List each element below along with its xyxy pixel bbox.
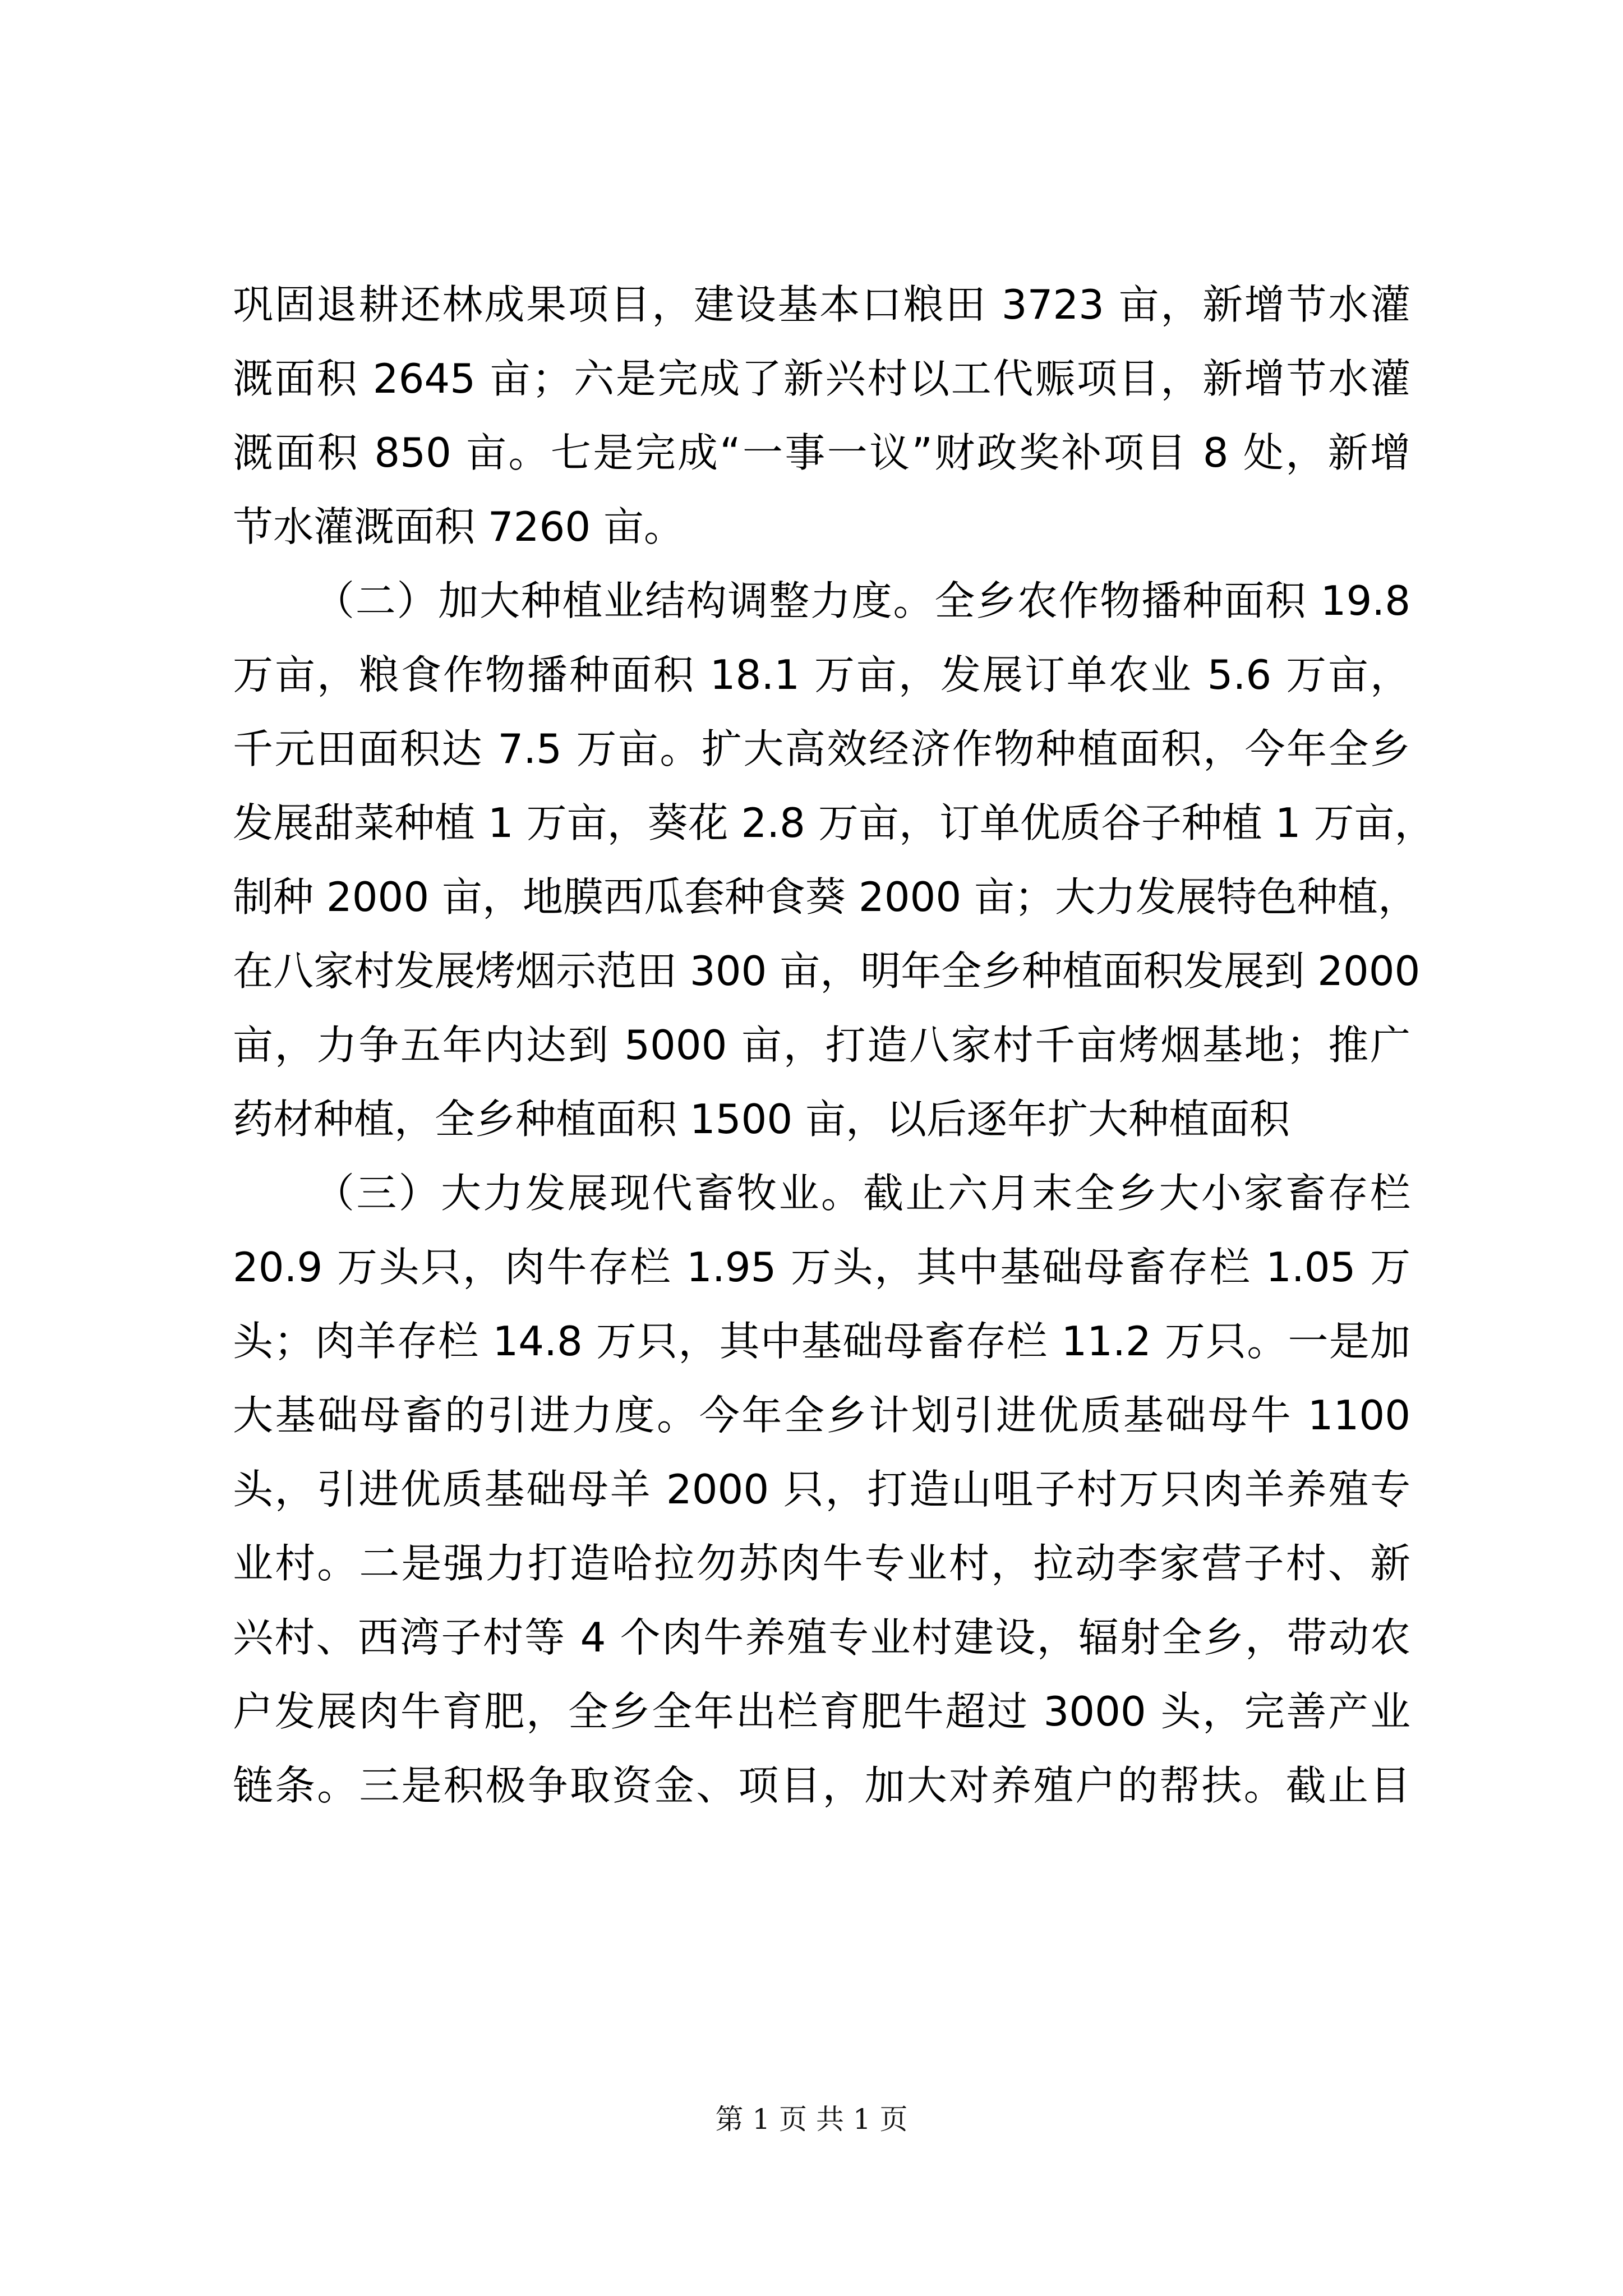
text-line: 药材种植，全乡种植面积 1500 亩，以后逐年扩大种植面积 — [233, 1096, 1290, 1143]
text-line: 头，引进优质基础母羊 2000 只，打造山咀子村万只肉羊养殖专 — [233, 1466, 1410, 1513]
paragraph-heading-line: （二）加大种植业结构调整力度。全乡农作物播种面积 19.8 — [314, 577, 1410, 624]
text-line: 20.9 万头只，肉牛存栏 1.95 万头，其中基础母畜存栏 1.05 万 — [233, 1244, 1410, 1291]
text-line: 溉面积 2645 亩；六是完成了新兴村以工代赈项目，新增节水灌 — [233, 355, 1410, 402]
text-line: 大基础母畜的引进力度。今年全乡计划引进优质基础母牛 1100 — [233, 1392, 1410, 1439]
text-line: 万亩，粮食作物播种面积 18.1 万亩，发展订单农业 5.6 万亩， — [233, 651, 1410, 698]
text-line: 兴村、西湾子村等 4 个肉牛养殖专业村建设，辐射全乡，带动农 — [233, 1614, 1410, 1661]
text-line: 溉面积 850 亩。七是完成“一事一议”财政奖补项目 8 处，新增 — [233, 429, 1410, 476]
text-line: 在八家村发展烤烟示范田 300 亩，明年全乡种植面积发展到 2000 — [233, 947, 1421, 995]
text-line: 发展甜菜种植 1 万亩，葵花 2.8 万亩，订单优质谷子种植 1 万亩， — [233, 799, 1435, 846]
text-line: 亩，力争五年内达到 5000 亩，打造八家村千亩烤烟基地；推广 — [233, 1022, 1410, 1069]
page-number-footer: 第 1 页 共 1 页 — [715, 2103, 908, 2136]
text-line: 巩固退耕还林成果项目，建设基本口粮田 3723 亩，新增节水灌 — [233, 281, 1410, 328]
text-line: 链条。三是积极争取资金、项目，加大对养殖户的帮扶。截止目 — [233, 1762, 1410, 1809]
text-line: 节水灌溉面积 7260 亩。 — [233, 503, 685, 550]
text-line: 户发展肉牛育肥，全乡全年出栏育肥牛超过 3000 头，完善产业 — [233, 1688, 1410, 1735]
text-line: 业村。二是强力打造哈拉勿苏肉牛专业村，拉动李家营子村、新 — [233, 1540, 1410, 1587]
text-line: 制种 2000 亩，地膜西瓜套种食葵 2000 亩；大力发展特色种植， — [233, 873, 1419, 921]
text-line: 头；肉羊存栏 14.8 万只，其中基础母畜存栏 11.2 万只。一是加 — [233, 1318, 1410, 1365]
text-line: 千元田面积达 7.5 万亩。扩大高效经济作物种植面积，今年全乡 — [233, 725, 1410, 772]
paragraph-heading-line: （三）大力发展现代畜牧业。截止六月末全乡大小家畜存栏 — [314, 1170, 1410, 1217]
